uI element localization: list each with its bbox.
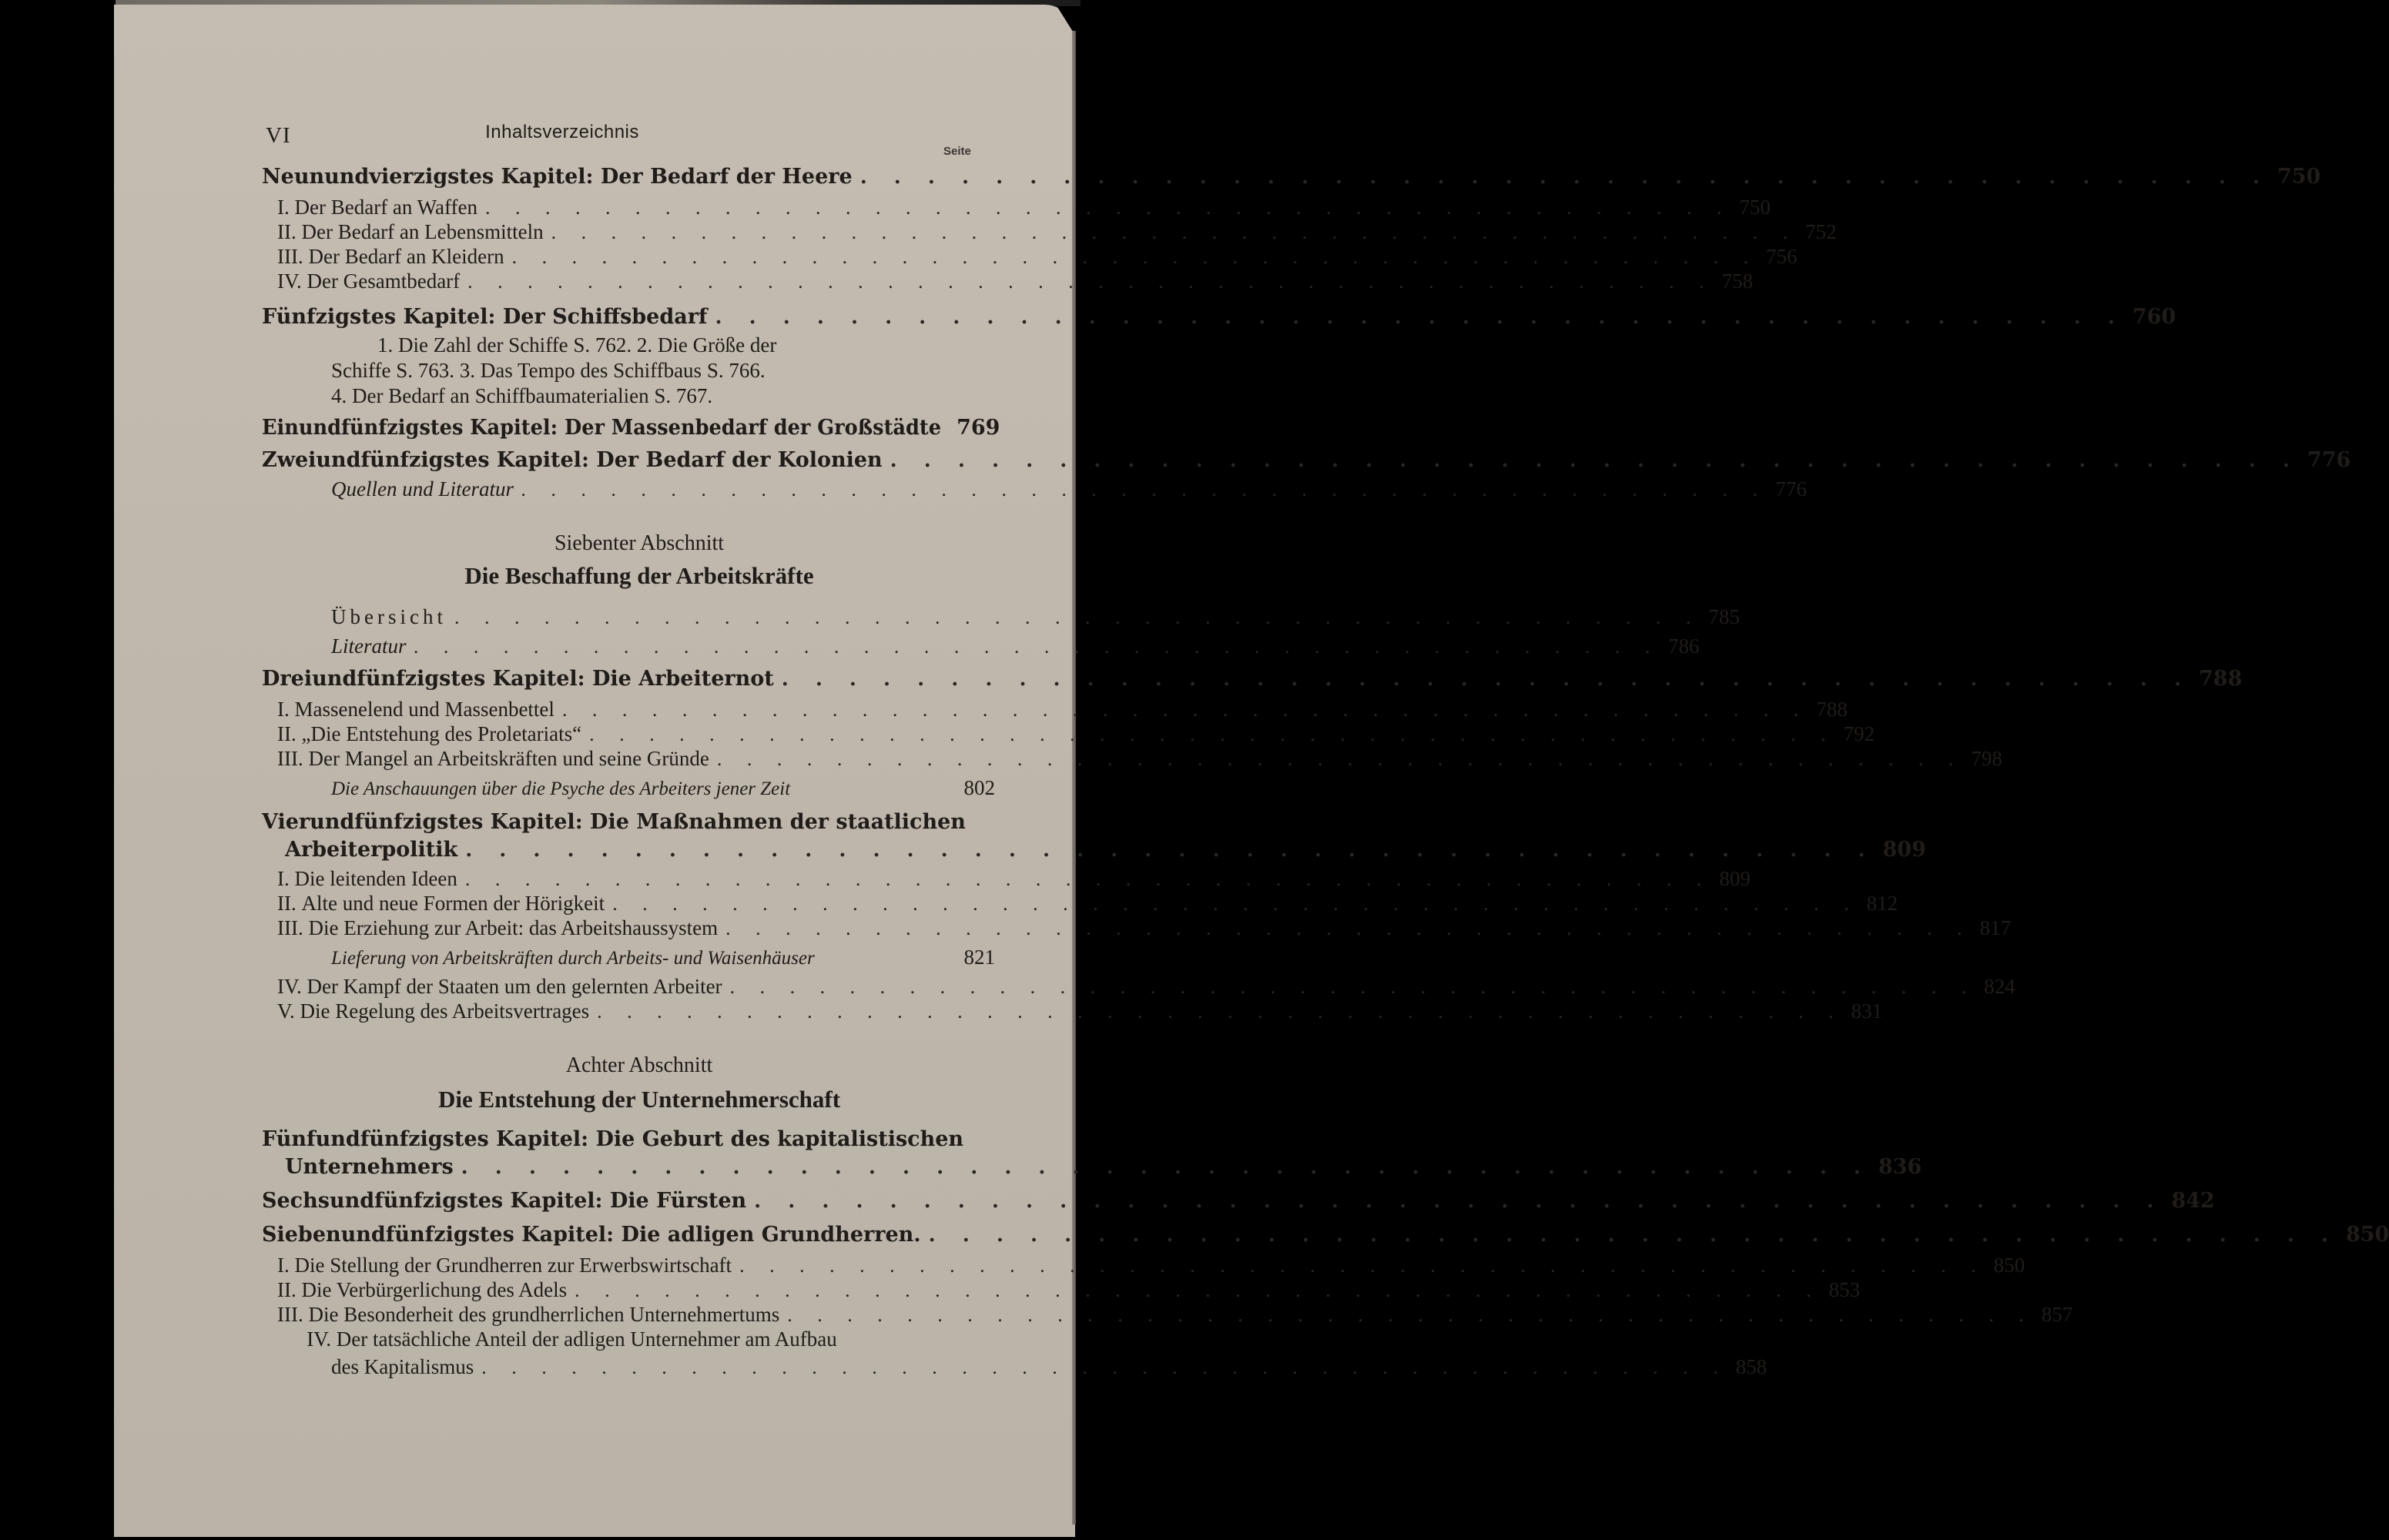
entry-number: III. [277,1303,303,1326]
page-ref: 812 [1866,892,1898,915]
dot-leader: . . . . . . . . . . . . . . . . . . . . . . . . . . . . . . . . . . . . . . . . . . [859,166,2270,189]
page-ref: 769 [957,416,1000,440]
summary-line: 1. Die Zahl der Schiffe S. 762. 2. Die Größe der [377,333,777,357]
entry-label: Die Verbürgerlichung des Adels [301,1278,568,1301]
entry-number: III. [277,916,303,939]
dot-leader: . . . . . . . . . . . . . . . . . . . . . . . . . . . . . . . . . . . . . . . . . . [725,917,1972,939]
toc-entry[interactable] [277,220,1837,244]
dot-leader: . . . . . . . . . . . . . . . . . . . . . . . . . . . . . . . . . . . . . . . . . . [928,1224,2338,1247]
dot-leader: . . . . . . . . . . . . . . . . . . . . . . . . . . . . . . . . . . . . . . . . . . [467,270,1714,293]
entry-number: II. [277,1278,297,1301]
entry-number: II. [277,220,297,243]
entry-label: Der Bedarf an Waffen [294,196,477,219]
dot-leader: . . . . . . . . . . . . . . . . . . . . . . . . . . . . . . . . . . . . . . . . . . [454,606,1701,628]
toc-chapter-55-line2[interactable] [285,1155,1922,1179]
entry-label: Die Anschauungen über die Psyche des Arbeiters jener Zeit [331,778,791,799]
toc-chapter-50[interactable] [262,305,2176,329]
page-ref: 858 [1735,1355,1767,1378]
page-ref: 817 [1979,916,2012,939]
entry-label: Quellen und Literatur [331,477,514,500]
toc-chapter-53[interactable] [262,667,2243,691]
dot-leader: . . . . . . . . . . . . . . . . . . . . . . . . . . . . . . . . . . . . . . . . . . [484,196,1732,219]
dot-leader: . . . . . . . . . . . . . . . . . . . . . . . . . . . . . . . . . . . . . . . . . . [575,1279,1821,1301]
page-ref: 850 [1993,1254,2025,1277]
entry-label: Die Stellung der Grundherren zur Erwerbswirtschaft [294,1254,732,1277]
entry-number: I. [277,698,290,721]
entry-label: Alte und neue Formen der Hörigkeit [301,892,605,915]
entry-number: III. [277,747,303,770]
dot-leader: . . . . . . . . . . . . . . . . . . . . . . . . . . . . . . . . . . . . . . . . . . [414,635,1661,658]
toc-entry[interactable] [277,867,1751,891]
dot-leader: . . . . . . . . . . . . . . . . . . . . . . . . . . . . . . . . . . . . . . . . . . [890,449,2300,472]
page-ref: 786 [1668,634,1700,658]
chapter-title: Sechsundfünfzigstes Kapitel: Die Fürsten [262,1189,747,1213]
entry-label: Übersicht [331,605,447,628]
seite-column-label: Seite [943,145,971,158]
dot-leader: . . . . . . . . . . . . . . . . . . . . . . . . . . . . . . . . . . . . . . . . . . [561,698,1809,721]
toc-entry[interactable] [277,722,1875,746]
page-ref: 792 [1843,722,1875,745]
page-ref: 760 [2132,305,2176,329]
chapter-title: Fünfzigstes Kapitel: Der Schiffsbedarf [262,305,708,329]
toc-chapter-49[interactable] [262,165,2321,189]
toc-entry-lieferung[interactable] [331,946,995,969]
toc-entry[interactable] [277,975,2015,999]
toc-entry-line2[interactable] [331,1355,1767,1379]
entry-number: I. [277,867,290,890]
section-title-7: Die Beschaffung der Arbeitskräfte [464,562,814,589]
entry-number: I. [277,196,290,219]
toc-entry[interactable] [277,1278,1861,1302]
page-ref: 758 [1721,270,1754,293]
dot-leader: . . . . . . . . . . . . . . . . . . . . . . . . . . . . . . . . . . . . . . . . . . [589,723,1836,745]
entry-label: Literatur [331,634,407,658]
toc-entry[interactable] [277,747,2002,771]
entry-number: II. [277,722,297,745]
summary-line: Schiffe S. 763. 3. Das Tempo des Schiffbaus S. 766. [331,359,766,382]
chapter-title: Zweiundfünfzigstes Kapitel: Der Bedarf der Kolonien [262,448,883,472]
toc-chapter-51[interactable] [262,416,1000,440]
entry-number: III. [277,245,303,268]
page-ref: 836 [1878,1155,1922,1179]
toc-entry[interactable] [277,196,1771,219]
entry-number: II. [277,892,297,915]
toc-chapter-55-line1[interactable] [262,1127,995,1151]
entry-label: Die Besonderheit des grundherrlichen Unternehmertums [308,1303,780,1326]
toc-entry-psyche[interactable] [331,776,995,800]
toc-entry[interactable] [277,245,1798,269]
page-ref: 802 [963,776,995,799]
page-ref: 750 [1739,196,1771,219]
dot-leader: . . . . . . . . . . . . . . . . . . . . . . . . . . . . . . . . . . . . . . . . . . [781,668,2192,691]
dot-leader: . . . . . . . . . . . . . . . . . . . . . . . . . . . . . . . . . . . . . . . . . . [511,246,1759,268]
dot-leader: . . . . . . . . . . . . . . . . . . . . . . . . . . . . . . . . . . . . . . . . . . [754,1190,2164,1213]
page-ref: 788 [2199,667,2243,691]
entry-number: IV. [307,1327,331,1351]
section-label-7: Siebenter Abschnitt [554,531,725,555]
page-ref: 821 [963,946,995,969]
chapter-title: Vierundfünfzigstes Kapitel: Die Maßnahmen der staatlichen [262,810,966,834]
page-ref: 809 [1882,838,1926,862]
toc-entry[interactable] [277,1303,2073,1327]
chapter-title: Fünfundfünfzigstes Kapitel: Die Geburt des kapitalistischen [262,1127,964,1151]
entry-number: IV. [277,975,302,998]
chapter-title: Neunundvierzigstes Kapitel: Der Bedarf der Heere [262,165,853,189]
page-ref: 785 [1708,605,1740,628]
entry-label: „Die Entstehung des Proletariats“ [301,722,582,745]
entry-label: Die leitenden Ideen [294,867,457,890]
summary-line: 4. Der Bedarf an Schiffbaumaterialien S. 767. [331,384,713,407]
dot-leader: . . . . . . . . . . . . . . . . . . . . . . . . . . . . . . . . . . . . . . . . . . [464,868,1712,890]
page-ref: 776 [1775,477,1807,500]
chapter-50-summary [331,333,932,409]
dot-leader: . . . . . . . . . . . . . . . . . . . . . . . . . . . . . . . . . . . . . . . . . . [787,1304,2034,1326]
page-ref: 850 [2345,1223,2389,1247]
page-ref: 853 [1828,1278,1861,1301]
page-ref: 788 [1816,698,1848,721]
toc-entry[interactable] [277,270,1754,293]
section-label-8: Achter Abschnitt [565,1053,713,1077]
entry-label: Der Gesamtbedarf [307,270,461,293]
entry-label: Massenelend und Massenbettel [294,698,555,721]
chapter-title-continued: Arbeiterpolitik [285,838,458,862]
chapter-title: Dreiundfünfzigstes Kapitel: Die Arbeiternot [262,667,774,691]
section-title-8: Die Entstehung der Unternehmerschaft [437,1086,841,1113]
chapter-title-continued: Unternehmers [285,1155,454,1179]
page-ref: 857 [2041,1303,2073,1326]
toc-entry-line1[interactable] [277,1327,1006,1351]
entry-label: Die Erziehung zur Arbeit: das Arbeitshaussystem [308,916,719,939]
toc-entry[interactable] [277,916,2012,940]
dot-leader: . . . . . . . . . . . . . . . . . . . . . . . . . . . . . . . . . . . . . . . . . . [551,221,1798,243]
entry-label: Der Bedarf an Lebensmitteln [301,220,544,243]
entry-label: Die Regelung des Arbeitsvertrages [300,999,590,1023]
running-head: Inhaltsverzeichnis [485,122,639,142]
toc-chapter-57[interactable] [262,1223,2389,1247]
entry-label-continued: des Kapitalismus [331,1355,474,1378]
toc-chapter-54-line2[interactable] [285,838,1926,862]
page-number-folio: VI [266,123,291,148]
entry-number: V. [277,999,295,1023]
dot-leader: . . . . . . . . . . . . . . . . . . . . . . . . . . . . . . . . . . . . . . . . . . [521,478,1768,500]
page-ref: 798 [1971,747,2002,770]
entry-label: Der Kampf der Staaten um den gelernten Arbeiter [307,975,722,998]
entry-label: Lieferung von Arbeitskräften durch Arbeits- und Waisenhäuser [331,948,815,969]
page-ref: 831 [1851,999,1883,1023]
toc-chapter-56[interactable] [262,1189,2215,1213]
entry-label: Der tatsächliche Anteil der adligen Unternehmer am Aufbau [336,1327,837,1351]
page-ref: 776 [2307,448,2351,472]
page-ref: 824 [1984,975,2015,998]
page-ref: 756 [1766,245,1798,268]
chapter-title: Einundfünfzigstes Kapitel: Der Massenbedarf der Großstädte [262,416,942,440]
dot-leader: . . . . . . . . . . . . . . . . . . . . . . . . . . . . . . . . . . . . . . . . . . [481,1356,1728,1378]
dot-leader: . . . . . . . . . . . . . . . . . . . . . . . . . . . . . . . . . . . . . . . . . . [716,748,1964,770]
dot-leader: . . . . . . . . . . . . . . . . . . . . . . . . . . . . . . . . . . . . . . . . . . [612,892,1859,915]
dot-leader: . . . . . . . . . . . . . . . . . . . . . . . . . . . . . . . . . . . . . . . . . . [465,839,1875,862]
dot-leader: . . . . . . . . . . . . . . . . . . . . . . . . . . . . . . . . . . . . . . . . . . [739,1254,1986,1277]
toc-entry[interactable] [277,892,1898,916]
toc-entry[interactable] [277,1254,2025,1277]
toc-entry[interactable] [277,999,1883,1023]
toc-entry[interactable] [277,698,1848,721]
toc-entry-sources[interactable] [331,477,1807,501]
page-ref: 750 [2277,165,2321,189]
dot-leader: . . . . . . . . . . . . . . . . . . . . . . . . . . . . . . . . . . . . . . . . . . [729,976,1977,998]
entry-number: I. [277,1254,290,1277]
chapter-title: Siebenundfünfzigstes Kapitel: Die adligen Grundherren. [262,1223,921,1247]
toc-chapter-54-line1[interactable] [262,810,995,834]
entry-label: Der Mangel an Arbeitskräften und seine Gründe [308,747,709,770]
page-ref: 809 [1719,867,1751,890]
toc-entry-literature[interactable] [331,634,1700,658]
dot-leader: . . . . . . . . . . . . . . . . . . . . . . . . . . . . . . . . . . . . . . . . . . [461,1156,1871,1179]
entry-number: IV. [277,270,302,293]
entry-label: Der Bedarf an Kleidern [308,245,504,268]
page-ref: 752 [1805,220,1837,243]
dot-leader: . . . . . . . . . . . . . . . . . . . . . . . . . . . . . . . . . . . . . . . . . . [715,306,2125,329]
toc-chapter-52[interactable] [262,448,2351,472]
toc-entry-overview[interactable] [331,605,1740,629]
page-ref: 842 [2171,1189,2215,1213]
dot-leader: . . . . . . . . . . . . . . . . . . . . . . . . . . . . . . . . . . . . . . . . . . [597,1000,1844,1023]
